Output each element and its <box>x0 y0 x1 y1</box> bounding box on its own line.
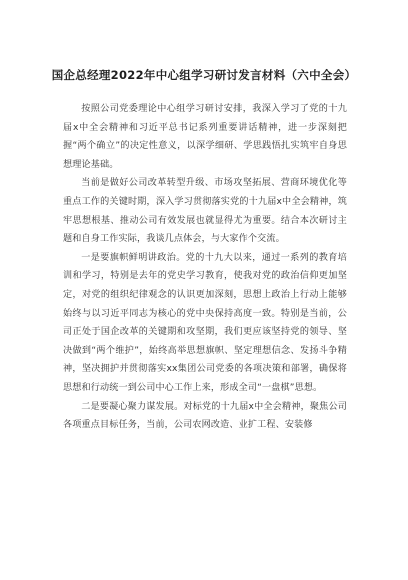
document-body <box>63 100 347 435</box>
paragraph-study-arrangement: 按照公司党委理论中心组学习研讨安排，我深入学习了党的十九届x中全会精神和习近平总书记系列重要讲话精神，进一步深刻把握“两个确立”的决定性意义，以深学细研、学思践悟扎实筑牢自身思想理论基础。 <box>63 104 347 170</box>
paragraph-development: 二是要凝心聚力谋发展。对标党的十九届x中全会精神，聚焦公司各项重点目标任务，当前，公司农网改造、业扩工程、安装修 <box>63 401 347 431</box>
paragraph-politics: 一是要旗帜鲜明讲政治。党的十九大以来，通过一系列的教育培训和学习，特别是去年的党史学习教育，使我对党的政治信仰更加坚定，对党的组织纪律观念的认识更加深刻，思想上政治上行动上能够始终与以习近平同志为核心的党中央保持高度一致。特别是当前，公司正处于国企改革的关键期和攻坚期，我们更应该坚持党的领导、坚决做到“两个维护”，始终高举思想旗帜、坚定理想信念、发扬斗争精神，坚决拥护并贯彻落实xx集团公司党委的各项决策和部署，确保将思想和行动统一到公司中心工作上来，形成全司“一盘棋”思想。 <box>63 252 347 393</box>
paragraph-current-period: 当前是做好公司改革转型升级、市场攻坚拓展、营商环境优化等重点工作的关键时期，深入学习贯彻落实党的十九届x中全会精神，筑牢思想根基、推动公司有效发展也就显得尤为重要。结合本次研讨主题和自身工作实际，我谈几点体会，与大家作个交流。 <box>63 178 347 245</box>
document-title: 国企总经理2022年中心组学习研讨发言材料（六中全会） <box>51 68 357 82</box>
